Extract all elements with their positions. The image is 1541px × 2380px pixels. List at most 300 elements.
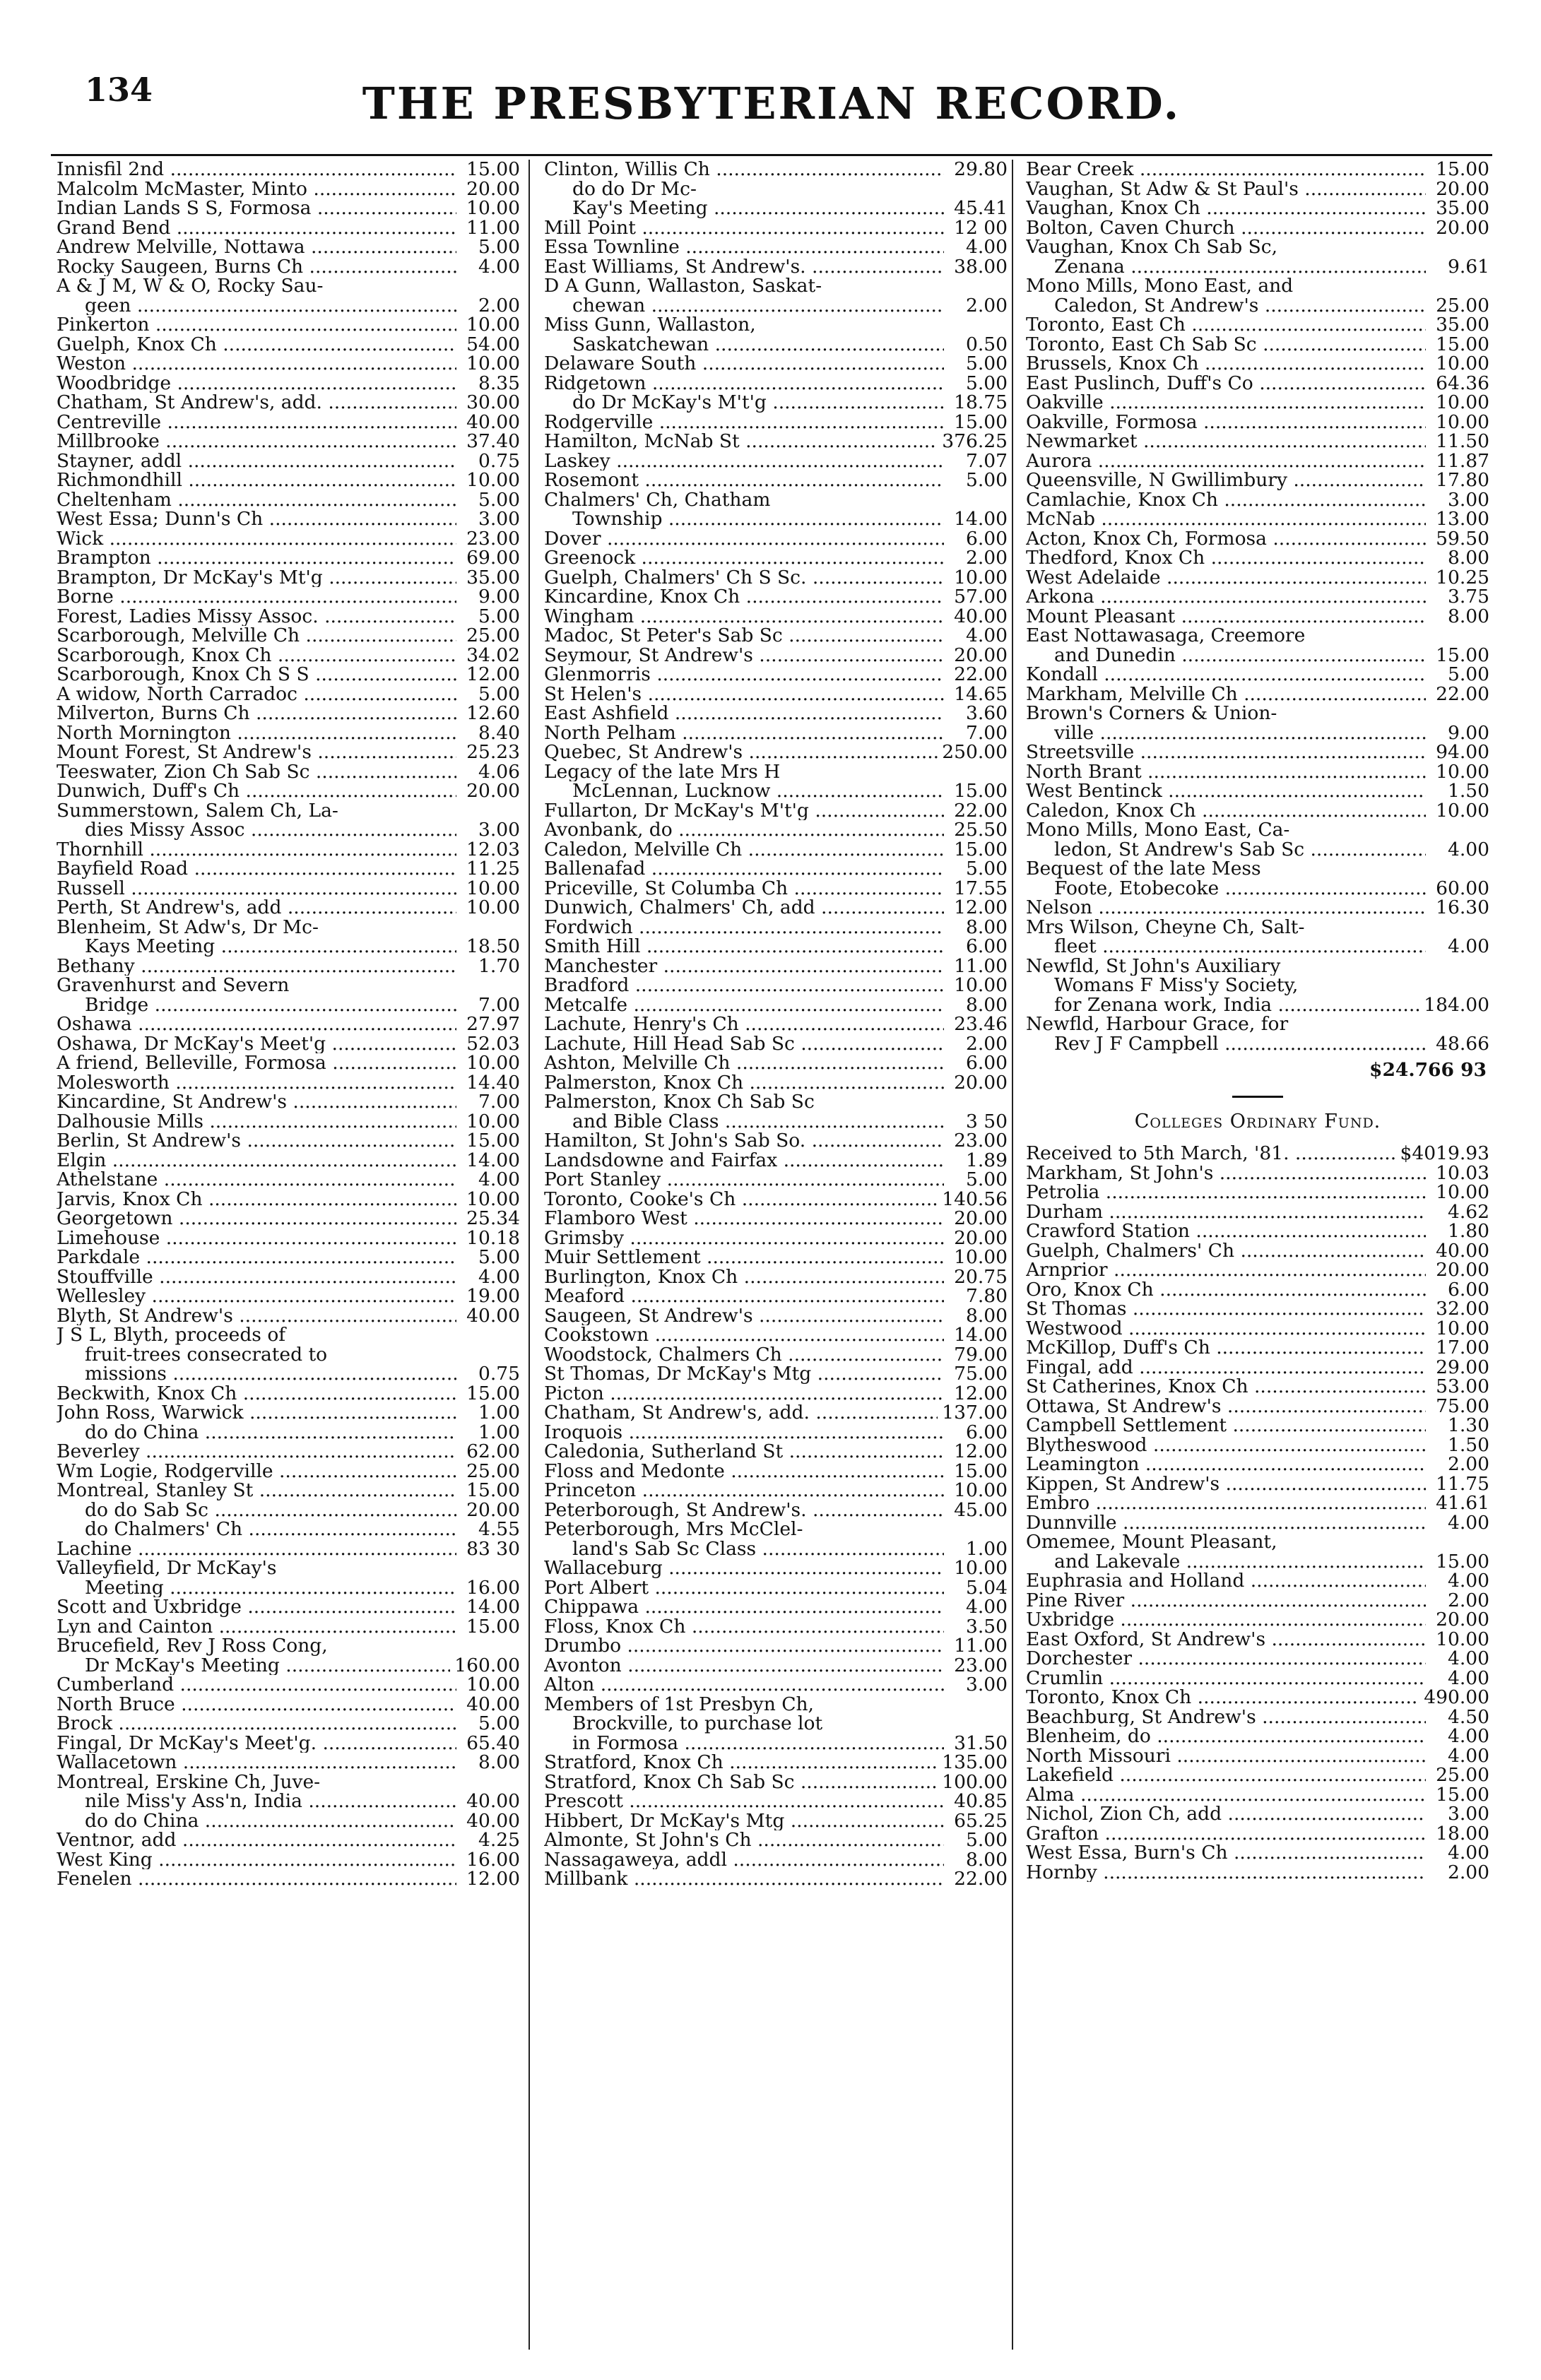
contribution-amount: 10.00 xyxy=(1436,1629,1489,1649)
contribution-entry xyxy=(544,1850,1008,1870)
contributor-name: Caledon, Knox Ch ..... xyxy=(1026,801,1426,821)
contribution-amount: 10.00 xyxy=(1436,1183,1489,1202)
contribution-amount: 14.00 xyxy=(954,509,1008,529)
contributor-name: Valleyfield, Dr McKay's xyxy=(57,1558,277,1578)
contributor-name: Brampton, Dr McKay's Mt'g ..... xyxy=(57,568,456,588)
contributor-name: Vaughan, Knox Ch Sab Sc, xyxy=(1026,237,1278,257)
contributor-name: Cheltenham ..... xyxy=(57,490,456,510)
contributor-name: Guelph, Chalmers' Ch S Sc. ..... xyxy=(544,568,944,588)
contribution-entry xyxy=(544,276,1008,296)
contributor-name: Beachburg, St Andrew's ..... xyxy=(1026,1707,1426,1727)
contribution-amount: 10.00 xyxy=(466,898,520,918)
contribution-amount: 14.00 xyxy=(466,1597,520,1617)
contributor-name: Alton ..... xyxy=(544,1675,944,1695)
contribution-amount: 490.00 xyxy=(1424,1688,1489,1707)
contribution-amount: 59.50 xyxy=(1436,528,1489,548)
contribution-amount: 15.00 xyxy=(1436,334,1489,354)
contributor-name: Picton ..... xyxy=(544,1384,944,1404)
contribution-entry xyxy=(57,781,520,801)
contribution-amount: 14.00 xyxy=(466,1150,520,1170)
contribution-entry xyxy=(544,1073,1008,1093)
contributor-name: Delaware South ..... xyxy=(544,354,944,374)
contributor-name: Lachute, Hill Head Sab Sc ..... xyxy=(544,1034,944,1054)
contributor-name: Blenheim, St Adw's, Dr Mc- xyxy=(57,917,319,937)
contributor-name: Ashton, Melville Ch ..... xyxy=(544,1053,944,1073)
header-rule xyxy=(51,154,1492,156)
contributor-name: Nichol, Zion Ch, add ..... xyxy=(1026,1804,1426,1824)
contribution-amount: 5.00 xyxy=(965,354,1008,374)
contributor-name: Miss Gunn, Wallaston, xyxy=(544,315,756,335)
contribution-amount: 22.00 xyxy=(1436,684,1489,704)
contributor-name: Floss, Knox Ch ..... xyxy=(544,1617,944,1637)
contribution-amount: 15.00 xyxy=(1436,645,1489,665)
contribution-amount: 7.07 xyxy=(965,451,1008,470)
contribution-entry xyxy=(1026,646,1489,665)
contributor-name: Dr McKay's Meeting ..... xyxy=(57,1656,450,1676)
contribution-amount: 31.50 xyxy=(954,1733,1008,1753)
contribution-entry xyxy=(544,646,1008,665)
contribution-entry xyxy=(544,723,1008,743)
contributor-name: North Pelham ..... xyxy=(544,723,944,743)
contributor-name: Toronto, East Ch ..... xyxy=(1026,315,1426,335)
contribution-entry xyxy=(57,374,520,393)
contribution-entry xyxy=(1026,1416,1489,1435)
contributor-name: Russell ..... xyxy=(57,879,456,899)
contributor-name: Floss and Medonte ..... xyxy=(544,1462,944,1481)
contribution-entry xyxy=(544,160,1008,179)
contribution-amount: 5.00 xyxy=(478,684,520,704)
contributor-name: Berlin, St Andrew's ..... xyxy=(57,1131,456,1151)
contributor-name: Petrolia ..... xyxy=(1026,1183,1426,1202)
contributor-name: Teeswater, Zion Ch Sab Sc ..... xyxy=(57,762,456,782)
contribution-entry xyxy=(544,1578,1008,1598)
contribution-entry xyxy=(57,1539,520,1559)
contribution-entry xyxy=(57,607,520,627)
contributor-name: Chatham, St Andrew's, add. ..... xyxy=(57,393,456,413)
contribution-amount: 9.61 xyxy=(1447,256,1489,276)
contributor-name: J S L, Blyth, proceeds of xyxy=(57,1325,286,1345)
contribution-entry xyxy=(544,509,1008,529)
contribution-entry xyxy=(1026,1358,1489,1378)
contribution-amount: $4019.93 xyxy=(1400,1144,1489,1164)
contribution-amount: 45.41 xyxy=(954,199,1008,218)
contribution-entry xyxy=(1026,509,1489,529)
contributor-name: Leamington ..... xyxy=(1026,1455,1426,1474)
contributor-name: Members of 1st Presbyn Ch, xyxy=(544,1694,814,1714)
contributor-name: Avonton ..... xyxy=(544,1656,944,1676)
contributor-name: Avonbank, do ..... xyxy=(544,820,944,840)
contribution-entry xyxy=(544,1131,1008,1151)
contribution-amount: 25.50 xyxy=(954,820,1008,840)
contribution-amount: 12.00 xyxy=(466,665,520,685)
contribution-amount: 10.00 xyxy=(1436,762,1489,781)
contributor-name: Camlachie, Knox Ch ..... xyxy=(1026,490,1426,510)
contribution-amount: 20.00 xyxy=(1436,1260,1489,1280)
contribution-entry xyxy=(1026,995,1489,1015)
contributor-name: Montreal, Erskine Ch, Juve- xyxy=(57,1772,321,1792)
contribution-amount: 3.50 xyxy=(965,1616,1008,1636)
contribution-amount: 22.00 xyxy=(954,800,1008,820)
contribution-entry xyxy=(57,1792,520,1811)
contributor-name: Bequest of the late Mess xyxy=(1026,859,1261,879)
contribution-amount: 2.00 xyxy=(965,548,1008,568)
contribution-amount: 12.00 xyxy=(466,1869,520,1889)
contribution-amount: 5.00 xyxy=(478,1248,520,1267)
contribution-entry xyxy=(1026,335,1489,355)
contribution-entry xyxy=(57,1248,520,1267)
contribution-amount: 12.00 xyxy=(954,1383,1008,1403)
contribution-amount: 0.75 xyxy=(478,451,520,470)
contributor-name: A friend, Belleville, Formosa ..... xyxy=(57,1053,456,1073)
contributor-name: Oakville ..... xyxy=(1026,393,1426,413)
contributor-name: Vaughan, Knox Ch ..... xyxy=(1026,199,1426,218)
contribution-entry xyxy=(57,762,520,782)
contributor-name: East Oxford, St Andrew's ..... xyxy=(1026,1630,1426,1650)
contributor-name: Wick ..... xyxy=(57,529,456,549)
contribution-amount: 4.00 xyxy=(478,1170,520,1190)
contribution-entry xyxy=(57,1112,520,1132)
contribution-entry xyxy=(1026,1863,1489,1883)
contribution-entry xyxy=(57,1286,520,1306)
contribution-entry xyxy=(57,257,520,277)
contributor-name: Perth, St Andrew's, add ..... xyxy=(57,898,456,918)
contributor-name: Toronto, Knox Ch ..... xyxy=(1026,1688,1419,1707)
contributor-name: Drumbo ..... xyxy=(544,1636,944,1656)
contribution-amount: 160.00 xyxy=(454,1655,520,1675)
contribution-amount: 10.00 xyxy=(466,1675,520,1695)
column-3 xyxy=(1026,160,1489,1882)
contributor-name: Fingal, Dr McKay's Meet'g. ..... xyxy=(57,1734,456,1753)
contributor-name: Centreville ..... xyxy=(57,413,456,432)
contributor-name: Hibbert, Dr McKay's Mtg ..... xyxy=(544,1811,944,1831)
contribution-amount: 15.00 xyxy=(954,781,1008,801)
contribution-entry xyxy=(544,490,1008,510)
contribution-entry xyxy=(57,879,520,899)
contribution-entry xyxy=(57,1520,520,1539)
contribution-amount: 62.00 xyxy=(466,1442,520,1462)
contribution-amount: 1.50 xyxy=(1447,1435,1489,1455)
contribution-amount: 15.00 xyxy=(954,1461,1008,1481)
contribution-entry xyxy=(57,1869,520,1889)
contributor-name: Mrs Wilson, Cheyne Ch, Salt- xyxy=(1026,917,1305,937)
contribution-amount: 8.00 xyxy=(965,1849,1008,1869)
contribution-amount: 1.70 xyxy=(478,956,520,976)
contribution-entry xyxy=(1026,723,1489,743)
contributor-name: Wallacetown ..... xyxy=(57,1753,456,1772)
contributor-name: Newfld, Harbour Grace, for xyxy=(1026,1014,1289,1034)
contribution-amount: 3.60 xyxy=(965,704,1008,723)
contributor-name: Stouffville ..... xyxy=(57,1267,456,1287)
contributor-name: Toronto, Cooke's Ch ..... xyxy=(544,1190,938,1209)
contributor-name: McKillop, Duff's Ch ..... xyxy=(1026,1338,1426,1358)
contribution-entry xyxy=(544,1209,1008,1229)
contribution-entry xyxy=(57,470,520,490)
contribution-entry xyxy=(1026,1319,1489,1339)
contribution-amount: 184.00 xyxy=(1424,995,1489,1014)
contribution-entry xyxy=(57,296,520,316)
contribution-entry xyxy=(57,1597,520,1617)
contribution-amount: 5.00 xyxy=(965,373,1008,393)
contribution-entry xyxy=(1026,957,1489,976)
contribution-amount: 18.75 xyxy=(954,393,1008,413)
contributor-name: Womans F Miss'y Society, xyxy=(1054,976,1299,995)
contribution-entry xyxy=(1026,1843,1489,1863)
contributor-name: Cookstown ..... xyxy=(544,1325,944,1345)
contribution-entry xyxy=(544,1617,1008,1637)
contribution-amount: 79.00 xyxy=(954,1344,1008,1364)
contributor-name: Wm Logie, Rodgerville ..... xyxy=(57,1462,456,1481)
contribution-amount: 11.50 xyxy=(1436,432,1489,451)
contribution-amount: 10.00 xyxy=(1436,1318,1489,1338)
contribution-amount: 69.00 xyxy=(466,548,520,568)
contribution-entry xyxy=(1026,529,1489,549)
contribution-amount: 10.00 xyxy=(466,315,520,335)
contributor-name: Landsdowne and Fairfax ..... xyxy=(544,1151,944,1171)
contribution-entry xyxy=(57,199,520,218)
contribution-amount: 3.00 xyxy=(478,509,520,529)
contributor-name: North Missouri ..... xyxy=(1026,1746,1426,1766)
page-title: THE PRESBYTERIAN RECORD. xyxy=(362,78,1181,129)
contribution-entry xyxy=(1026,840,1489,860)
contributor-name: Port Stanley ..... xyxy=(544,1170,944,1190)
contribution-amount: 3.00 xyxy=(965,1675,1008,1695)
contribution-amount: 2.00 xyxy=(1447,1590,1489,1610)
contribution-amount: 75.00 xyxy=(1436,1396,1489,1416)
contribution-amount: 37.40 xyxy=(466,432,520,451)
contribution-amount: 12.00 xyxy=(954,1442,1008,1462)
contributor-name: Dorchester ..... xyxy=(1026,1649,1426,1669)
contribution-amount: 22.00 xyxy=(954,665,1008,685)
contribution-entry xyxy=(544,1364,1008,1384)
contribution-amount: 15.00 xyxy=(466,1616,520,1636)
contributor-name: Mono Mills, Mono East, Ca- xyxy=(1026,820,1290,840)
contributor-name: Dunwich, Duff's Ch ..... xyxy=(57,781,456,801)
contribution-entry xyxy=(57,1345,520,1365)
colleges-fund-list xyxy=(1026,1144,1489,1882)
contributor-name: Rev J F Campbell ..... xyxy=(1026,1034,1426,1054)
contribution-entry xyxy=(1026,742,1489,762)
contribution-amount: 12.60 xyxy=(466,704,520,723)
contribution-amount: 4.00 xyxy=(1447,1571,1489,1591)
contribution-amount: 40.00 xyxy=(466,1306,520,1325)
contribution-amount: 52.03 xyxy=(466,1034,520,1053)
contributor-name: Ventnor, add ..... xyxy=(57,1830,456,1850)
contribution-entry xyxy=(1026,1746,1489,1766)
contributor-name: East Nottawasaga, Creemore xyxy=(1026,626,1306,646)
contribution-entry xyxy=(544,665,1008,685)
contribution-amount: 12 00 xyxy=(954,218,1008,237)
contributor-name: Saskatchewan ..... xyxy=(544,335,944,355)
contributor-name: Omemee, Mount Pleasant, xyxy=(1026,1532,1277,1552)
contributor-name: Grand Bend ..... xyxy=(57,218,456,238)
contributor-name: Blytheswood ..... xyxy=(1026,1435,1426,1455)
contribution-amount: 23.46 xyxy=(954,1014,1008,1034)
contribution-amount: 3 50 xyxy=(965,1111,1008,1131)
contribution-entry xyxy=(1026,1765,1489,1785)
contribution-amount: 14.00 xyxy=(954,1325,1008,1345)
contribution-entry xyxy=(544,199,1008,218)
contribution-amount: 10.00 xyxy=(466,470,520,490)
contributor-name: Forest, Ladies Missy Assoc. ..... xyxy=(57,607,456,627)
contributor-name: McNab ..... xyxy=(1026,509,1426,529)
contribution-amount: 135.00 xyxy=(942,1753,1008,1772)
contribution-entry xyxy=(544,1286,1008,1306)
contributor-name: St Thomas, Dr McKay's Mtg ..... xyxy=(544,1364,944,1384)
contribution-entry xyxy=(57,1131,520,1151)
contribution-entry xyxy=(1026,1164,1489,1183)
contribution-entry xyxy=(1026,1532,1489,1552)
contributor-name: Alma ..... xyxy=(1026,1785,1426,1805)
contribution-entry xyxy=(544,237,1008,257)
contributor-name: do do Dr Mc- xyxy=(572,179,697,199)
contributor-name: East Williams, St Andrew's. ..... xyxy=(544,257,944,277)
contribution-entry xyxy=(1026,237,1489,257)
contributor-name: Indian Lands S S, Formosa ..... xyxy=(57,199,456,218)
contribution-entry xyxy=(57,1384,520,1404)
contribution-entry xyxy=(544,1636,1008,1656)
contribution-amount: 5.00 xyxy=(478,490,520,509)
contributor-name: Peterborough, Mrs McClel- xyxy=(544,1520,803,1539)
contributor-name: and Bible Class ..... xyxy=(544,1112,944,1132)
contribution-amount: 5.00 xyxy=(965,859,1008,879)
contribution-entry xyxy=(57,1753,520,1772)
contribution-entry xyxy=(57,859,520,879)
contribution-entry xyxy=(544,1830,1008,1850)
contribution-entry xyxy=(57,509,520,529)
contributor-name: Kondall ..... xyxy=(1026,665,1426,685)
contribution-entry xyxy=(57,1734,520,1753)
contribution-entry xyxy=(57,1462,520,1481)
contribution-entry xyxy=(1026,432,1489,451)
contribution-amount: 2.00 xyxy=(965,295,1008,315)
contribution-entry xyxy=(57,1656,520,1676)
contribution-entry xyxy=(544,335,1008,355)
contributor-name: and Lakevale ..... xyxy=(1026,1552,1426,1572)
contribution-entry xyxy=(1026,1221,1489,1241)
contribution-entry xyxy=(1026,1299,1489,1319)
contributor-name: Weston ..... xyxy=(57,354,456,374)
column-divider xyxy=(529,160,530,2350)
contributor-name: Seymour, St Andrew's ..... xyxy=(544,646,944,665)
contributor-name: Hornby ..... xyxy=(1026,1863,1426,1883)
contributor-name: Kippen, St Andrew's ..... xyxy=(1026,1474,1426,1494)
contributor-name: North Mornington ..... xyxy=(57,723,456,743)
contribution-amount: 20.00 xyxy=(954,645,1008,665)
contributor-name: Acton, Knox Ch, Formosa ..... xyxy=(1026,529,1426,549)
contribution-entry xyxy=(544,413,1008,432)
contribution-amount: 7.00 xyxy=(965,723,1008,742)
contributor-name: East Puslinch, Duff's Co ..... xyxy=(1026,374,1426,393)
contribution-amount: 8.00 xyxy=(478,1753,520,1772)
contribution-amount: 41.61 xyxy=(1436,1493,1489,1513)
contributor-name: for Zenana work, India ..... xyxy=(1026,995,1419,1015)
contribution-amount: 4.00 xyxy=(478,1267,520,1286)
contribution-amount: 20.00 xyxy=(466,179,520,199)
contributor-name: Blyth, St Andrew's ..... xyxy=(57,1306,456,1326)
contributor-name: West Bentinck ..... xyxy=(1026,781,1426,801)
contributor-name: Thornhill ..... xyxy=(57,840,456,860)
contribution-entry xyxy=(57,1325,520,1345)
contribution-amount: 5.00 xyxy=(478,606,520,626)
contribution-amount: 4.62 xyxy=(1447,1202,1489,1221)
contributor-name: Stratford, Knox Ch Sab Sc ..... xyxy=(544,1772,938,1792)
contribution-amount: 18.00 xyxy=(1436,1823,1489,1843)
contributor-name: Stratford, Knox Ch ..... xyxy=(544,1753,938,1772)
contributor-name: Vaughan, St Adw & St Paul's ..... xyxy=(1026,179,1426,199)
contribution-amount: 5.00 xyxy=(965,470,1008,490)
contributor-name: Euphrasia and Holland ..... xyxy=(1026,1571,1426,1591)
contributor-name: Elgin ..... xyxy=(57,1151,456,1171)
contribution-entry xyxy=(1026,1014,1489,1034)
contribution-entry xyxy=(1026,976,1489,995)
contribution-entry xyxy=(57,1811,520,1831)
contribution-entry xyxy=(544,801,1008,821)
contribution-entry xyxy=(57,976,520,995)
contribution-amount: 10.00 xyxy=(466,1053,520,1073)
contribution-amount: 5.00 xyxy=(1447,665,1489,685)
contributor-name: Prescott ..... xyxy=(544,1792,944,1811)
contribution-amount: 45.00 xyxy=(954,1500,1008,1520)
contribution-entry xyxy=(57,160,520,179)
contribution-amount: 3.00 xyxy=(1447,490,1489,509)
contribution-amount: 5.00 xyxy=(965,1830,1008,1850)
contribution-amount: 8.00 xyxy=(965,995,1008,1014)
contribution-amount: 10.00 xyxy=(466,878,520,898)
contributor-name: dies Missy Assoc ..... xyxy=(57,820,456,840)
contribution-entry xyxy=(1026,1183,1489,1202)
contribution-amount: 100.00 xyxy=(942,1772,1008,1792)
contributor-name: missions ..... xyxy=(57,1364,456,1384)
contributor-name: Scarborough, Melville Ch ..... xyxy=(57,626,456,646)
contribution-amount: 10.00 xyxy=(1436,393,1489,413)
contribution-entry xyxy=(544,1384,1008,1404)
contribution-amount: 10.00 xyxy=(954,567,1008,587)
contribution-entry xyxy=(544,179,1008,199)
contributor-name: Meeting ..... xyxy=(57,1578,456,1598)
contribution-amount: 19.00 xyxy=(466,1286,520,1306)
contribution-entry xyxy=(57,1151,520,1171)
contribution-amount: 4.00 xyxy=(1447,1727,1489,1746)
contribution-entry xyxy=(544,1539,1008,1559)
contributor-name: Caledonia, Sutherland St ..... xyxy=(544,1442,944,1462)
contributor-name: Crawford Station ..... xyxy=(1026,1221,1426,1241)
contribution-entry xyxy=(544,393,1008,413)
contributor-name: Wallaceburg ..... xyxy=(544,1558,944,1578)
contribution-amount: 17.00 xyxy=(1436,1338,1489,1358)
contributor-name: Kincardine, St Andrew's ..... xyxy=(57,1092,456,1112)
contributor-name: Limehouse ..... xyxy=(57,1229,456,1248)
contributor-name: Rodgerville ..... xyxy=(544,413,944,432)
contribution-amount: 35.00 xyxy=(466,567,520,587)
contribution-entry xyxy=(1026,1707,1489,1727)
contributor-name: Grafton ..... xyxy=(1026,1824,1426,1844)
contribution-entry xyxy=(544,704,1008,723)
contribution-entry xyxy=(57,1209,520,1229)
contribution-amount: 1.00 xyxy=(478,1422,520,1442)
contribution-amount: 57.00 xyxy=(954,587,1008,607)
contributor-name: Chalmers' Ch, Chatham xyxy=(544,490,771,509)
contribution-entry xyxy=(1026,199,1489,218)
contributor-name: Brussels, Knox Ch ..... xyxy=(1026,354,1426,374)
contribution-amount: 40.00 xyxy=(466,1811,520,1830)
contribution-amount: 60.00 xyxy=(1436,878,1489,898)
contribution-amount: 16.00 xyxy=(466,1577,520,1597)
contribution-entry xyxy=(1026,1688,1489,1707)
contribution-entry xyxy=(544,957,1008,976)
contributor-name: West King ..... xyxy=(57,1850,456,1870)
contribution-entry xyxy=(57,1190,520,1209)
contributor-name: Bethany ..... xyxy=(57,957,456,976)
